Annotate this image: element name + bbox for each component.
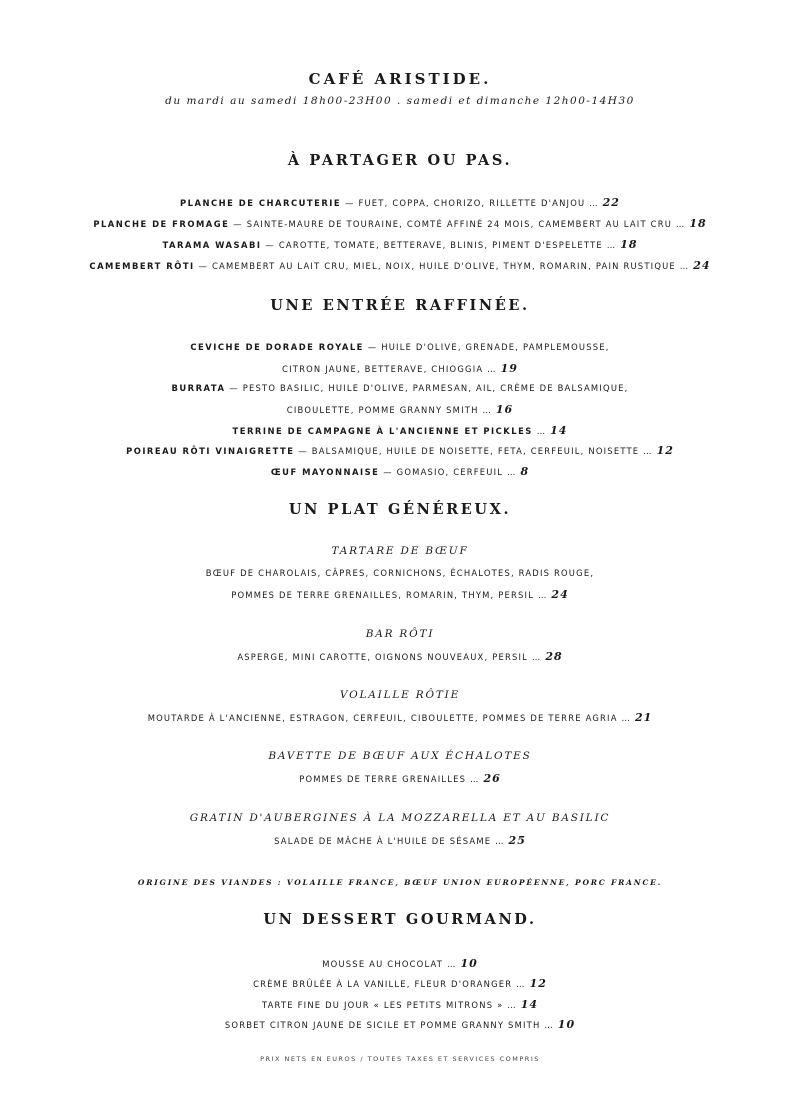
dish-name: GRATIN D'AUBERGINES À LA MOZZARELLA ET AU BASILIC	[189, 812, 611, 824]
meat-origin-note: ORIGINE DES VIANDES : VOLAILLE FRANCE, BŒUF UNION EUROPÉENNE, PORC FRANCE.	[137, 878, 663, 887]
item-name: CEVICHE DE DORADE ROYALE	[190, 342, 364, 352]
item-price: 10	[460, 957, 478, 970]
item-price: 14	[520, 998, 539, 1011]
opening-hours: du mardi au samedi 18h00-23H00 . samedi et dimanche 12h00-14H30	[165, 95, 635, 107]
item-price: 14	[550, 424, 568, 437]
item-price: 22	[602, 196, 620, 209]
menu-item: PLANCHE DE FROMAGE — SAINTE-MAURE DE TOURAINE, COMTÉ AFFINÉ 24 MOIS, CAMEMBERT AU LAIT CRU … 18	[93, 217, 707, 230]
menu-item: POIREAU RÔTI VINAIGRETTE — BALSAMIQUE, HUILE DE NOISETTE, FETA, CERFEUIL, NOISETTE … 12	[126, 444, 674, 457]
dish-name: VOLAILLE RÔTIE	[339, 689, 461, 701]
item-name: TERRINE DE CAMPAGNE À L'ANCIENNE ET PICKLES	[232, 426, 533, 436]
item-description: HUILE D'OLIVE, GRENADE, PAMPLEMOUSSE,	[381, 342, 610, 352]
menu-item: TERRINE DE CAMPAGNE À L'ANCIENNE ET PICKLES … 14	[232, 424, 568, 437]
dish-name: BAR RÔTI	[365, 628, 435, 640]
item-description: GOMASIO, CERFEUIL	[396, 467, 504, 477]
menu-item: CAMEMBERT RÔTI — CAMEMBERT AU LAIT CRU, MIEL, NOIX, HUILE D'OLIVE, THYM, ROMARIN, PAIN RUSTIQUE … 24	[89, 259, 711, 272]
menu-item: TARAMA WASABI — CAROTTE, TOMATE, BETTERAVE, BLINIS, PIMENT D'ESPELETTE … 18	[162, 238, 638, 251]
item-price: 18	[689, 217, 707, 230]
dish-description: ASPERGE, MINI CAROTTE, OIGNONS NOUVEAUX, PERSIL … 28	[237, 650, 563, 663]
item-price: 10	[557, 1018, 576, 1031]
dish-description: POMMES DE TERRE GRENAILLES, ROMARIN, THYM, PERSIL … 24	[231, 588, 569, 601]
dessert-item: TARTE FINE DU JOUR « LES PETITS MITRONS » … 14	[261, 998, 539, 1011]
dessert-item: CRÈME BRÛLÉE À LA VANILLE, FLEUR D'ORANGER … 12	[253, 977, 547, 990]
section-title-plat: UN PLAT GÉNÉREUX.	[288, 501, 512, 518]
item-price: 26	[483, 772, 501, 785]
dish-description: MOUTARDE À L'ANCIENNE, ESTRAGON, CERFEUIL, CIBOULETTE, POMMES DE TERRE AGRIA … 21	[147, 711, 653, 724]
price-footer-note: PRIX NETS EN EUROS / TOUTES TAXES ET SERVICES COMPRIS	[260, 1055, 540, 1063]
item-name: POIREAU RÔTI VINAIGRETTE	[126, 446, 295, 456]
item-description: CIBOULETTE, POMME GRANNY SMITH	[286, 405, 479, 415]
section-title-entree: UNE ENTRÉE RAFFINÉE.	[270, 297, 530, 314]
item-name: PLANCHE DE CHARCUTERIE	[180, 198, 342, 208]
item-price: 25	[508, 834, 526, 847]
item-price: 24	[693, 259, 711, 272]
item-description: BALSAMIQUE, HUILE DE NOISETTE, FETA, CERFEUIL, NOISETTE	[311, 446, 640, 456]
item-price: 12	[529, 977, 547, 990]
item-description: CAROTTE, TOMATE, BETTERAVE, BLINIS, PIMENT D'ESPELETTE	[278, 240, 603, 250]
menu-item: BURRATA — PESTO BASILIC, HUILE D'OLIVE, PARMESAN, AIL, CRÈME DE BALSAMIQUE,	[171, 383, 629, 393]
menu-item: ŒUF MAYONNAISE — GOMASIO, CERFEUIL … 8	[270, 465, 530, 478]
item-price: 24	[551, 588, 569, 601]
section-title-partager: À PARTAGER OU PAS.	[287, 152, 513, 169]
menu-item-continued: CITRON JAUNE, BETTERAVE, CHIOGGIA … 19	[282, 362, 518, 375]
dish-description: BŒUF DE CHAROLAIS, CÂPRES, CORNICHONS, ÉCHALOTES, RADIS ROUGE,	[205, 568, 595, 578]
item-price: 8	[520, 465, 530, 478]
menu-item-continued: CIBOULETTE, POMME GRANNY SMITH … 16	[286, 403, 514, 416]
menu-item: CEVICHE DE DORADE ROYALE — HUILE D'OLIVE, GRENADE, PAMPLEMOUSSE,	[190, 342, 610, 352]
item-description: PESTO BASILIC, HUILE D'OLIVE, PARMESAN, AIL, CRÈME DE BALSAMIQUE,	[242, 383, 629, 393]
dish-name: TARTARE DE BŒUF	[331, 545, 469, 557]
item-price: 12	[656, 444, 674, 457]
dessert-item: MOUSSE AU CHOCOLAT … 10	[322, 957, 478, 970]
dish-description: POMMES DE TERRE GRENAILLES … 26	[299, 772, 501, 785]
restaurant-title: CAFÉ ARISTIDE.	[308, 70, 492, 88]
item-description: SAINTE-MAURE DE TOURAINE, COMTÉ AFFINÉ 24 MOIS, CAMEMBERT AU LAIT CRU	[246, 219, 673, 229]
item-name: PLANCHE DE FROMAGE	[93, 219, 230, 229]
menu-item: PLANCHE DE CHARCUTERIE — FUET, COPPA, CHORIZO, RILLETTE D'ANJOU … 22	[180, 196, 620, 209]
item-price: 18	[620, 238, 638, 251]
item-name: BURRATA	[171, 383, 226, 393]
item-price: 19	[500, 362, 518, 375]
item-description: CITRON JAUNE, BETTERAVE, CHIOGGIA	[282, 364, 484, 374]
dessert-item: SORBET CITRON JAUNE DE SICILE ET POMME GRANNY SMITH … 10	[224, 1018, 576, 1031]
item-name: CAMEMBERT RÔTI	[89, 261, 195, 271]
item-price: 28	[545, 650, 563, 663]
dish-description: SALADE DE MÂCHE À L'HUILE DE SÉSAME … 25	[274, 834, 526, 847]
section-title-dessert: UN DESSERT GOURMAND.	[263, 911, 537, 928]
item-name: TARAMA WASABI	[162, 240, 262, 250]
item-name: ŒUF MAYONNAISE	[270, 467, 380, 477]
item-description: CAMEMBERT AU LAIT CRU, MIEL, NOIX, HUILE D'OLIVE, THYM, ROMARIN, PAIN RUSTIQUE	[211, 261, 676, 271]
item-price: 21	[634, 711, 653, 724]
item-price: 16	[495, 403, 514, 416]
dish-name: BAVETTE DE BŒUF AUX ÉCHALOTES	[268, 750, 532, 762]
item-description: FUET, COPPA, CHORIZO, RILLETTE D'ANJOU	[358, 198, 586, 208]
